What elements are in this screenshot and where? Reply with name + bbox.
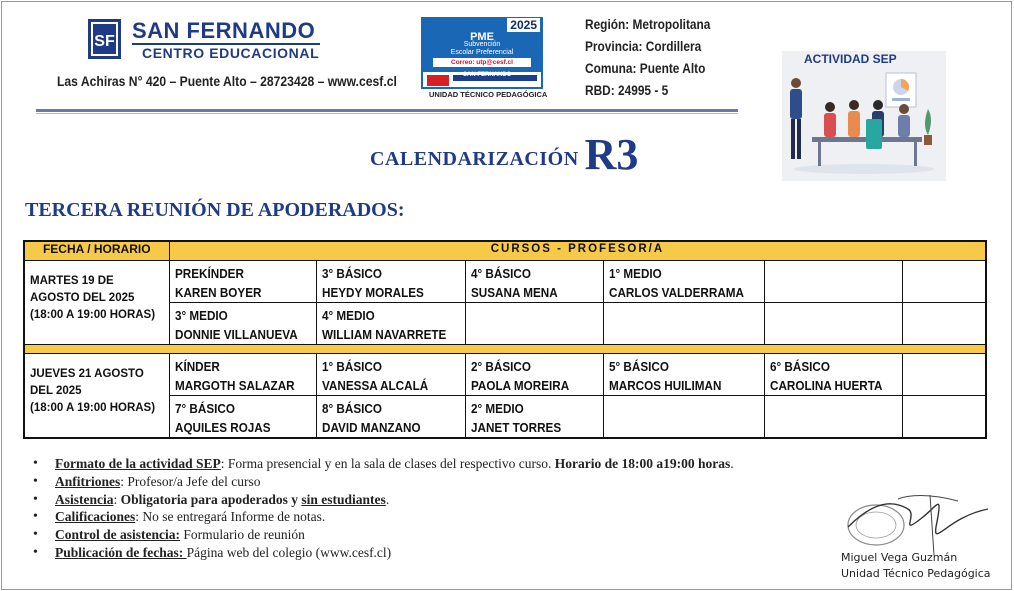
location-info [585,14,710,102]
pme-bottom-strip [421,70,543,89]
signer-name: Miguel Vega Guzmán [841,551,958,564]
calendar-title [370,129,638,180]
session-date [24,353,169,438]
course-cell [764,353,902,395]
teacher-name: KAREN BOYER [174,284,261,300]
signature-stamp-icon [838,487,998,557]
schedule-table [23,240,987,439]
course-cell [465,260,603,302]
session-time: (18:00 A 19:00 HORAS) [30,308,156,321]
note-bold-text: Obligatoria para apoderados y [120,491,302,507]
logo-initials: SF [94,33,115,50]
course-name: 4° MEDIO [321,307,375,323]
note-text: : Profesor/a Jefe del curso [120,473,261,489]
course-cell [764,395,902,438]
course-cell [316,353,465,395]
pme-subtitle-line2: Escolar Preferencial [450,49,514,56]
note-text: Formulario de reunión [180,527,305,543]
table-row [24,260,986,302]
course-name: 3° BÁSICO [321,265,382,281]
table-row [24,302,986,344]
table-row [24,395,986,438]
course-cell [764,302,902,344]
list-item [33,455,734,473]
comuna-text: Comuna: Puente Alto [585,61,706,76]
note-underline-text: sin estudiantes [301,491,386,507]
teacher-name: CAROLINA HUERTA [769,377,883,393]
pme-flag-icon [427,75,449,86]
course-name: KÍNDER [174,358,220,374]
course-name: 8° BÁSICO [321,400,382,416]
pme-unit-label: UNIDAD TÉCNICO PEDAGÓGICA [429,90,548,99]
header-date: FECHA / HORARIO [24,241,169,260]
course-name: 1° BÁSICO [321,358,382,374]
pme-subtitle [421,41,543,57]
session-date-line1: JUEVES 21 AGOSTO DEL 2025 [30,367,144,397]
school-name: SAN FERNANDO [132,18,316,43]
teacher-name: DONNIE VILLANUEVA [174,326,298,342]
teacher-name: HEYDY MORALES [321,284,424,300]
meeting-people-icon [782,69,946,181]
course-cell [902,353,986,395]
note-bold-text: Horario de 18:00 a19:00 horas [554,456,731,471]
list-item [33,526,734,544]
pme-mail: Correo: utp@cesf.cl [433,58,531,67]
teacher-name: WILLIAM NAVARRETE [321,326,447,342]
teacher-name: MARCOS HUILIMAN [608,377,722,393]
separator-bar [24,344,986,353]
course-name: 2° MEDIO [470,400,524,416]
teacher-name: MARGOTH SALAZAR [174,377,295,393]
note-label: Anfitriones [55,473,121,489]
course-cell [465,395,603,438]
pme-subtitle-line1: Subvención [463,41,501,48]
calendar-word: CALENDARIZACIÓN [370,148,579,170]
header-divider [36,109,738,112]
course-name: 7° BÁSICO [174,400,235,416]
course-name: 4° BÁSICO [470,265,531,281]
teacher-name: PAOLA MOREIRA [470,377,570,393]
course-cell [169,260,316,302]
school-logo [88,16,324,62]
activity-illustration [782,51,946,181]
course-name: 6° BÁSICO [769,358,830,374]
course-cell [465,302,603,344]
session-date-line1: MARTES 19 DE AGOSTO DEL 2025 [30,274,135,304]
signer-role: Unidad Técnico Pedagógica [841,567,991,580]
course-cell [316,395,465,438]
course-name: PREKÍNDER [174,265,244,281]
note-label: Control de asistencia: [55,527,180,543]
teacher-name: DAVID MANZANO [321,419,421,435]
illustration-title: ACTIVIDAD SEP [804,52,897,66]
session-separator [24,344,986,353]
school-subtitle: CENTRO EDUCACIONAL [142,45,320,61]
region-text: Región: Metropolitana [585,17,711,32]
notes-list [33,455,734,562]
course-cell [603,260,764,302]
pme-badge [421,17,543,89]
course-cell [603,353,764,395]
note-label: Formato de la actividad SEP [55,456,221,471]
note-label: Asistencia [55,491,114,507]
provincia-text: Provincia: Cordillera [585,39,702,54]
note-text: Página web del colegio (www.cesf.cl) [186,544,392,560]
school-address: Las Achiras N° 420 – Puente Alto – 28723428 – www.cesf.cl [57,74,397,89]
course-cell [316,260,465,302]
pme-bottom-name: SAN FERNANDO [463,72,512,78]
teacher-name: SUSANA MENA [470,284,558,300]
rbd-text: RBD: 24995 - 5 [585,83,669,98]
course-cell [902,395,986,438]
meeting-title: TERCERA REUNIÓN DE APODERADOS: [25,199,405,221]
note-label: Calificaciones [55,509,136,525]
teacher-name: JANET TORRES [470,419,562,435]
note-text: : Forma presencial y en la sala de clases del respectivo curso. [220,456,555,471]
note-label: Publicación de fechas: [55,544,187,560]
school-crest-icon [88,19,121,59]
teacher-name: CARLOS VALDERRAMA [608,284,744,300]
course-cell [603,302,764,344]
note-text: : No se entregará Informe de notas. [135,509,326,525]
header-divider-thin [36,113,738,114]
course-cell [902,302,986,344]
course-cell [316,302,465,344]
pme-year: 2025 [507,18,540,32]
list-item [33,508,734,526]
list-item [33,473,734,491]
session-time: (18:00 A 19:00 HORAS) [30,401,156,414]
note-text: : [113,491,121,507]
list-item [33,544,734,562]
course-cell [902,260,986,302]
table-row [24,353,986,395]
course-cell [169,302,316,344]
course-name: 3° MEDIO [174,307,228,323]
course-cell [603,395,764,438]
teacher-name: VANESSA ALCALÁ [321,377,428,393]
table-header-row [24,241,986,260]
list-item [33,491,734,509]
course-cell [465,353,603,395]
calendar-code: R3 [584,130,639,179]
course-name: 2° BÁSICO [470,358,531,374]
course-cell [169,353,316,395]
session-date [24,260,169,344]
note-tail: . [730,456,734,471]
teacher-name: AQUILES ROJAS [174,419,271,435]
course-cell [169,395,316,438]
course-cell [764,260,902,302]
note-tail: . [385,491,390,507]
course-name: 1° MEDIO [608,265,662,281]
signer-block [841,550,991,582]
pme-title: PME [470,31,494,43]
course-name: 5° BÁSICO [608,358,669,374]
header-courses: CURSOS - PROFESOR/A [169,241,986,260]
